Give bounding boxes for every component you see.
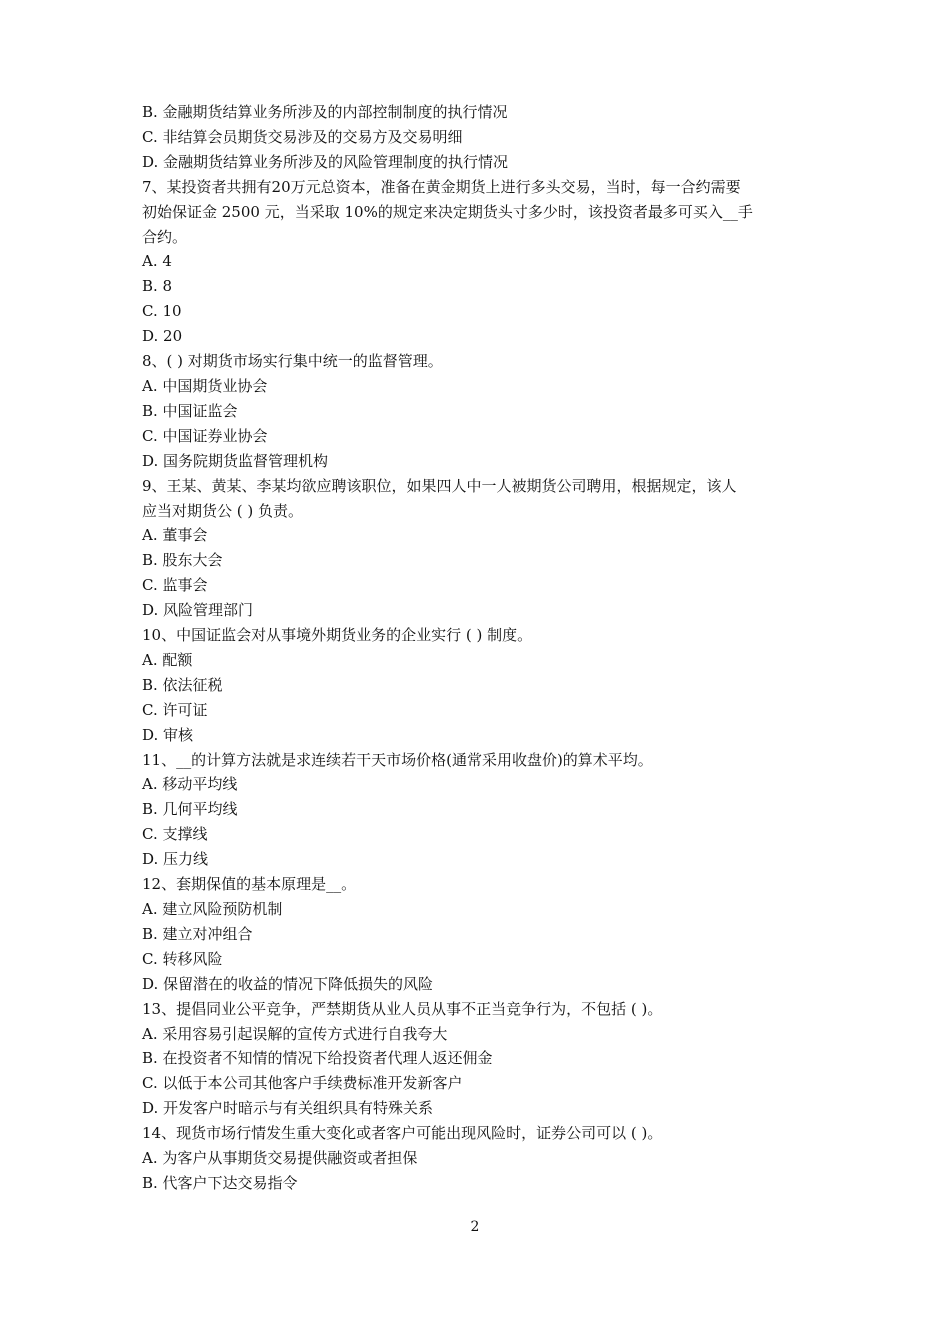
option-d: D. 开发客户时暗示与有关组织具有特殊关系 <box>142 1099 434 1118</box>
question-14: 14、现货市场行情发生重大变化或者客户可能出现风险时，证券公司可以 ( )。 <box>142 1124 663 1143</box>
text-line: D. 金融期货结算业务所涉及的风险管理制度的执行情况 <box>142 152 509 171</box>
question-9-line-2: 应当对期货公 ( ) 负责。 <box>142 501 304 520</box>
option-b: B. 依法征税 <box>142 675 223 694</box>
option-b: B. 中国证监会 <box>142 401 238 420</box>
question-7-line-3: 合约。 <box>142 227 188 246</box>
question-9-line-1: 9、王某、黄某、李某均欲应聘该职位，如果四人中一人被期货公司聘用，根据规定，该人 <box>142 476 737 495</box>
option-a: A. 移动平均线 <box>142 775 238 794</box>
option-d: D. 审核 <box>142 725 194 744</box>
option-a: A. 为客户从事期货交易提供融资或者担保 <box>142 1149 418 1168</box>
option-c: C. 支撑线 <box>142 825 208 844</box>
document-body <box>142 100 822 1196</box>
question-12: 12、套期保值的基本原理是__。 <box>142 875 357 894</box>
option-c: C. 中国证券业协会 <box>142 426 268 445</box>
option-c: C. 以低于本公司其他客户手续费标准开发新客户 <box>142 1074 463 1093</box>
option-a: A. 中国期货业协会 <box>142 376 268 395</box>
option-c: C. 许可证 <box>142 700 208 719</box>
question-8: 8、( ) 对期货市场实行集中统一的监督管理。 <box>142 352 443 371</box>
option-d: D. 保留潜在的收益的情况下降低损失的风险 <box>142 974 434 993</box>
option-a: A. 建立风险预防机制 <box>142 900 283 918</box>
option-d: D. 风险管理部门 <box>142 601 254 620</box>
question-13: 13、提倡同业公平竞争，严禁期货从业人员从事不正当竞争行为，不包括 ( )。 <box>142 999 663 1018</box>
option-d: D. 20 <box>142 327 183 346</box>
option-b: B. 股东大会 <box>142 551 223 570</box>
question-7-line-1: 7、某投资者共拥有20万元总资本，准备在黄金期货上进行多头交易，当时，每一合约需要 <box>142 177 741 196</box>
option-c: C. 转移风险 <box>142 949 223 968</box>
option-b: B. 代客户下达交易指令 <box>142 1173 298 1192</box>
option-c: C. 监事会 <box>142 576 208 595</box>
question-7-line-2: 初始保证金 2500 元，当采取 10%的规定来决定期货头寸多少时，该投资者最多可买入__手 <box>142 202 753 221</box>
option-b: B. 在投资者不知情的情况下给投资者代理人返还佣金 <box>142 1049 493 1068</box>
option-d: D. 国务院期货监督管理机构 <box>142 451 329 470</box>
option-c: C. 10 <box>142 302 182 321</box>
page-number: 2 <box>470 1219 480 1235</box>
question-11: 11、__的计算方法就是求连续若干天市场价格(通常采用收盘价)的算术平均。 <box>142 750 653 769</box>
text-line: C. 非结算会员期货交易涉及的交易方及交易明细 <box>142 127 463 146</box>
option-b: B. 几何平均线 <box>142 800 238 819</box>
option-d: D. 压力线 <box>142 850 209 869</box>
option-b: B. 8 <box>142 277 173 296</box>
option-a: A. 配额 <box>142 650 193 669</box>
option-a: A. 董事会 <box>142 526 208 545</box>
text-line: B. 金融期货结算业务所涉及的内部控制制度的执行情况 <box>142 103 508 121</box>
option-a: A. 4 <box>142 252 172 271</box>
question-10: 10、中国证监会对从事境外期货业务的企业实行 ( ) 制度。 <box>142 626 533 645</box>
option-a: A. 采用容易引起误解的宣传方式进行自我夸大 <box>142 1024 448 1043</box>
option-b: B. 建立对冲组合 <box>142 924 253 943</box>
